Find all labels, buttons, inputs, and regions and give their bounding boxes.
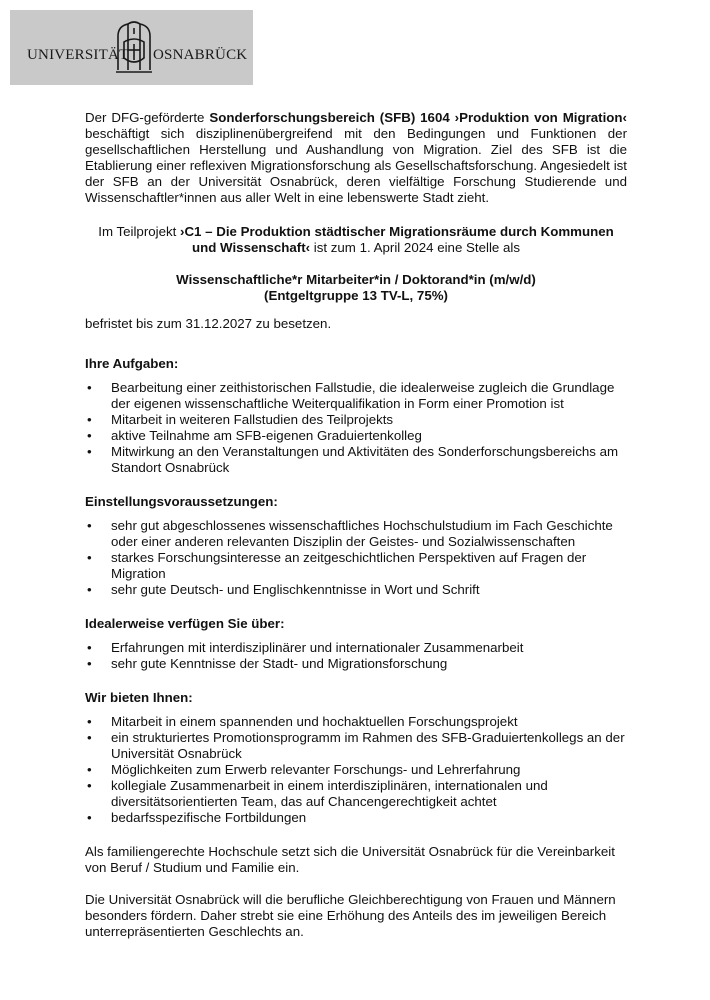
position-title: Wissenschaftliche*r Mitarbeiter*in / Doktorand*in (m/w/d) [176,272,536,287]
list-item-text: Erfahrungen mit interdisziplinärer und internationaler Zusammenarbeit [111,640,524,655]
list-item-text: Mitarbeit in weiteren Fallstudien des Teilprojekts [111,412,394,427]
bullet-icon: • [87,656,92,671]
list-item-text: bedarfsspezifische Fortbildungen [111,810,307,825]
list-item-text: ein strukturiertes Promotionsprogramm im Rahmen des SFB-Graduiertenkollegs an der Universität Osnabrück [111,730,625,761]
equality-paragraph: Die Universität Osnabrück will die berufliche Gleichberechtigung von Frauen und Männern besonders fördern. Daher strebt sie eine Erhöhung des Anteils des im jeweiligen Bereich unterrepräsentierten Geschlechts an. [85,892,616,939]
list-item [85,640,627,656]
list-item-text: sehr gute Kenntnisse der Stadt- und Migrationsforschung [111,656,448,671]
bullet-icon: • [87,380,92,395]
document-body [85,110,627,956]
list-item [85,714,627,730]
list-item [85,656,627,672]
teilprojekt-name: ›C1 – Die Produktion städtischer Migrationsräume durch Kommunen und Wissenschaft‹ [180,224,614,255]
logo-text-left: UNIVERSITÄT [27,47,129,63]
bullet-icon: • [87,550,92,565]
list-idealerweise [85,640,627,672]
bullet-icon: • [87,730,92,745]
list-item [85,582,627,598]
list-item [85,550,627,582]
list-wir-bieten [85,714,627,826]
university-logo [10,10,253,85]
section-heading-idealerweise: Idealerweise verfügen Sie über: [85,616,285,631]
bullet-icon: • [87,412,92,427]
family-friendly-paragraph: Als familiengerechte Hochschule setzt sich die Universität Osnabrück für die Vereinbarkeit von Beruf / Studium und Familie ein. [85,844,615,875]
bullet-icon: • [87,428,92,443]
teilprojekt-prefix: Im Teilprojekt [98,224,181,239]
bullet-icon: • [87,762,92,777]
teilprojekt-paragraph [85,224,627,256]
section-heading-voraussetzungen: Einstellungsvoraussetzungen: [85,494,278,509]
intro-paragraph [85,110,627,206]
list-item [85,428,627,444]
list-item [85,778,627,810]
list-item-text: sehr gute Deutsch- und Englischkenntnisse in Wort und Schrift [111,582,480,597]
list-item-text: kollegiale Zusammenarbeit in einem interdisziplinären, internationalen und diversitätsorientierten Team, das auf Chancengerechtigkeit achtet [111,778,548,809]
teilprojekt-rest: ist zum 1. April 2024 eine Stelle als [310,240,520,255]
list-item-text: aktive Teilnahme am SFB-eigenen Graduiertenkolleg [111,428,422,443]
bullet-icon: • [87,444,92,459]
list-item [85,444,627,476]
list-item-text: Mitwirkung an den Veranstaltungen und Aktivitäten des Sonderforschungsbereichs am Standort Osnabrück [111,444,619,475]
intro-prefix: Der DFG-geförderte [85,110,210,125]
list-item [85,730,627,762]
list-voraussetzungen [85,518,627,598]
intro-rest: beschäftigt sich disziplinenübergreifend mit den Bedingungen und Funktionen der gesellschaftlichen Herstellung und Aushandlung von Migration. Ziel des SFB ist die Etablierung einer reflexiven Migrationsforschung als Gesellschaftsforschung. Angesiedelt ist der SFB an der Universität Osnabrück, deren vielfältige Forschung Studierende und Wissenschaftler*innen aus aller Welt in eine lebenswerte Stadt zieht. [85,126,627,205]
intro-sfb-name: Sonderforschungsbereich (SFB) 1604 ›Produktion von Migration‹ [209,110,627,125]
fixed-term-text: befristet bis zum 31.12.2027 zu besetzen. [85,316,332,331]
position-title-block [85,272,627,304]
list-aufgaben [85,380,627,476]
position-pay-grade: (Entgeltgruppe 13 TV-L, 75%) [264,288,448,303]
list-item [85,380,627,412]
list-item [85,810,627,826]
list-item-text: Bearbeitung einer zeithistorischen Fallstudie, die idealerweise zugleich die Grundlage der eigenen wissenschaftliche Weiterqualifikation in Form einer Promotion ist [111,380,615,411]
list-item-text: sehr gut abgeschlossenes wissenschaftliches Hochschulstudium im Fach Geschichte oder einer anderen relevanten Disziplin der Geistes- und Sozialwissenschaften [111,518,613,549]
list-item-text: Mitarbeit in einem spannenden und hochaktuellen Forschungsprojekt [111,714,518,729]
bullet-icon: • [87,810,92,825]
list-item [85,412,627,428]
bullet-icon: • [87,518,92,533]
logo-text-right: OSNABRÜCK [153,47,248,63]
list-item-text: Möglichkeiten zum Erwerb relevanter Forschungs- und Lehrerfahrung [111,762,521,777]
list-item [85,518,627,550]
bullet-icon: • [87,640,92,655]
bullet-icon: • [87,714,92,729]
list-item [85,762,627,778]
bullet-icon: • [87,582,92,597]
list-item-text: starkes Forschungsinteresse an zeitgeschichtlichen Perspektiven auf Fragen der Migration [111,550,587,581]
section-heading-aufgaben: Ihre Aufgaben: [85,356,179,371]
university-emblem-icon [114,20,154,78]
bullet-icon: • [87,778,92,793]
section-heading-wir-bieten: Wir bieten Ihnen: [85,690,193,705]
